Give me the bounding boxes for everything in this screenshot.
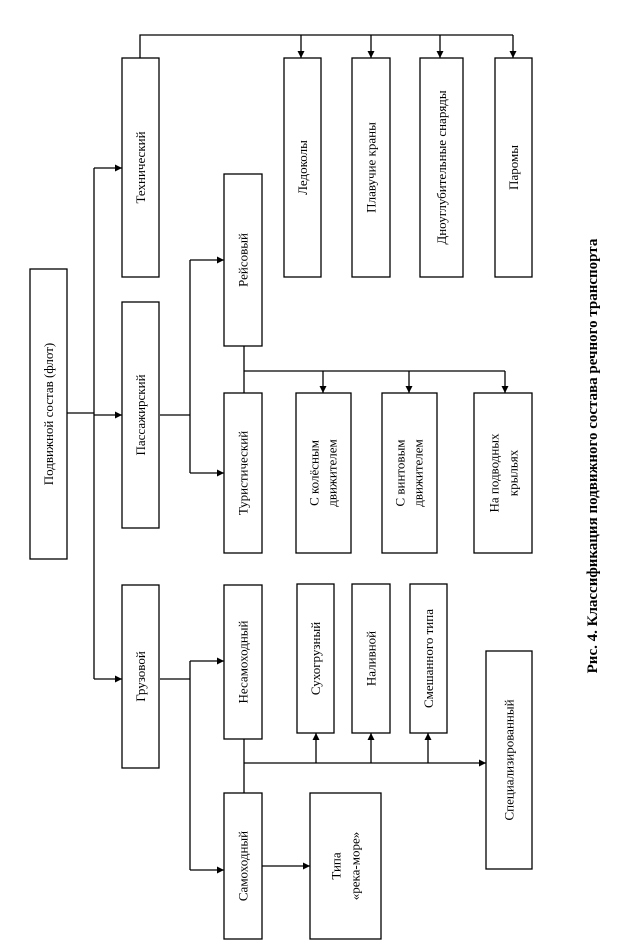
icebreakers-node-label: Ледоколы (295, 140, 310, 195)
ferries-node-label: Паромы (506, 145, 521, 190)
hydrofoil-node (474, 393, 532, 553)
root-node-label: Подвижной состав (флот) (41, 342, 56, 486)
paddle-propulsion-label-line1: С колёсным (306, 440, 322, 506)
ferries-node (495, 58, 532, 277)
floating-cranes-node-label: Плавучие краны (363, 122, 379, 213)
scheduled-node-label: Рейсовый (235, 233, 251, 287)
tanker-label: Наливной (363, 630, 379, 687)
icebreakers-node (284, 58, 321, 277)
hydrofoil-label-line1: На подводных (486, 433, 502, 513)
tanker-node (352, 584, 390, 733)
river-sea-node (310, 793, 381, 939)
self-propelled-node (224, 793, 262, 939)
scheduled-node (224, 174, 262, 346)
specialized-node (486, 651, 532, 869)
tourist-node (224, 393, 262, 553)
river-sea-label-line1: Типа (328, 852, 344, 880)
dry-cargo-node (297, 584, 334, 733)
tourist-node-label: Туристический (235, 430, 251, 516)
screw-propulsion-label-line2: движителем (410, 439, 426, 507)
floating-cranes-node (352, 58, 390, 277)
technical-node (122, 58, 159, 277)
screw-propulsion-label-line1: С винтовым (392, 439, 408, 507)
paddle-propulsion-label-line2: движителем (324, 439, 340, 507)
river-sea-label-line2: «река-море» (347, 831, 363, 901)
specialized-label: Специализированный (501, 699, 517, 821)
passenger-node-label: Пассажирский (133, 374, 148, 456)
figure-caption: Рис. 4. Классификация подвижного состава речного транспорта (585, 238, 601, 674)
technical-node-label: Технический (133, 131, 148, 204)
mixed-type-label: Смешанного типа (421, 609, 436, 708)
non-self-propelled-node (224, 585, 262, 739)
dredgers-node (420, 58, 463, 277)
root-node (30, 269, 67, 559)
dredgers-node-label: Дноуглубительные снаряды (434, 90, 449, 245)
cargo-node (122, 585, 159, 768)
mixed-type-node (410, 584, 447, 733)
non-self-propelled-label: Несамоходный (235, 620, 251, 704)
passenger-node (122, 302, 159, 528)
hydrofoil-label-line2: крыльях (505, 449, 521, 497)
dry-cargo-label: Сухогрузный (308, 621, 323, 696)
self-propelled-label: Самоходный (235, 830, 251, 902)
paddle-propulsion-node (296, 393, 351, 553)
screw-propulsion-node (382, 393, 437, 553)
cargo-node-label: Грузовой (133, 651, 148, 702)
